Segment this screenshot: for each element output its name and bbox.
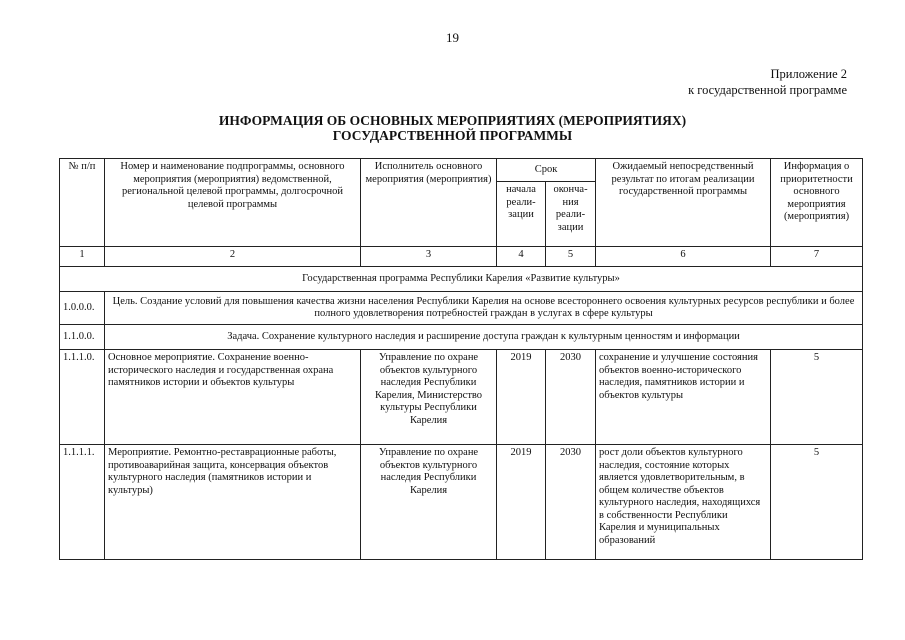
row-code: 1.1.1.0.	[60, 350, 105, 445]
header-term: Срок	[497, 159, 596, 182]
goal-text: Цель. Создание условий для повышения качества жизни населения Республики Карелия на основе всестороннего освоения культурных ресурсов республики и более полного удовлетворения потребностей граждан в услугах в сфере культуры	[105, 292, 863, 325]
row-executor: Управление по охране объектов культурного наследия Республики Карелия	[361, 445, 497, 560]
column-number: 2	[105, 247, 361, 267]
header-term-start: начала реали-зации	[497, 182, 546, 247]
row-priority: 5	[771, 445, 863, 560]
header-name: Номер и наименование подпрограммы, основного мероприятия (мероприятия) ведомственной, региональной целевой программы, долгосрочной целевой программы	[105, 159, 361, 247]
row-result: сохранение и улучшение состояния объектов военно-исторического наследия, памятников истории и объектов культуры	[596, 350, 771, 445]
column-number: 5	[546, 247, 596, 267]
document-title	[0, 113, 905, 143]
header-priority: Информация о приоритетности основного мероприятия (мероприятия)	[771, 159, 863, 247]
row-start: 2019	[497, 445, 546, 560]
column-number: 4	[497, 247, 546, 267]
row-priority: 5	[771, 350, 863, 445]
header-row	[60, 159, 863, 182]
header-executor: Исполнитель основного мероприятия (мероприятия)	[361, 159, 497, 247]
row-end: 2030	[546, 445, 596, 560]
row-start: 2019	[497, 350, 546, 445]
page-number: 19	[446, 30, 459, 45]
row-name: Основное мероприятие. Сохранение военно-исторического наследия и государственная охрана памятников истории и объектов культуры	[105, 350, 361, 445]
header-term-end: оконча-ния реали-зации	[546, 182, 596, 247]
header-result: Ожидаемый непосредственный результат по итогам реализации государственной программы	[596, 159, 771, 247]
title-line-1: ИНФОРМАЦИЯ ОБ ОСНОВНЫХ МЕРОПРИЯТИЯХ (МЕРОПРИЯТИЯХ)	[218, 113, 687, 128]
table-row	[60, 350, 863, 445]
task-code: 1.1.0.0.	[60, 325, 105, 350]
title-line-2: ГОСУДАРСТВЕННОЙ ПРОГРАММЫ	[332, 128, 573, 143]
appendix-note	[688, 66, 847, 98]
column-number-row	[60, 247, 863, 267]
program-title: Государственная программа Республики Карелия «Развитие культуры»	[60, 267, 863, 292]
goal-row	[60, 292, 863, 325]
goal-code: 1.0.0.0.	[60, 292, 105, 325]
measures-table	[59, 158, 863, 560]
program-row	[60, 267, 863, 292]
task-row	[60, 325, 863, 350]
row-result: рост доли объектов культурного наследия, состояние которых является удовлетворительным, в общем количестве объектов культурного наследия, находящихся в собственности Республики Карелия и муниципальных образований	[596, 445, 771, 560]
row-code: 1.1.1.1.	[60, 445, 105, 560]
task-text: Задача. Сохранение культурного наследия и расширение доступа граждан к культурным ценностям и информации	[105, 325, 863, 350]
row-end: 2030	[546, 350, 596, 445]
row-name: Мероприятие. Ремонтно-реставрационные работы, противоаварийная защита, консервация объектов культурного наследия (памятников истории и культуры)	[105, 445, 361, 560]
column-number: 1	[60, 247, 105, 267]
appendix-line-2: к государственной программе	[688, 83, 847, 97]
appendix-line-1: Приложение 2	[770, 67, 847, 81]
column-number: 7	[771, 247, 863, 267]
header-num: № п/п	[60, 159, 105, 247]
table-row	[60, 445, 863, 560]
row-executor: Управление по охране объектов культурного наследия Республики Карелия, Министерство культуры Республики Карелия	[361, 350, 497, 445]
column-number: 3	[361, 247, 497, 267]
column-number: 6	[596, 247, 771, 267]
